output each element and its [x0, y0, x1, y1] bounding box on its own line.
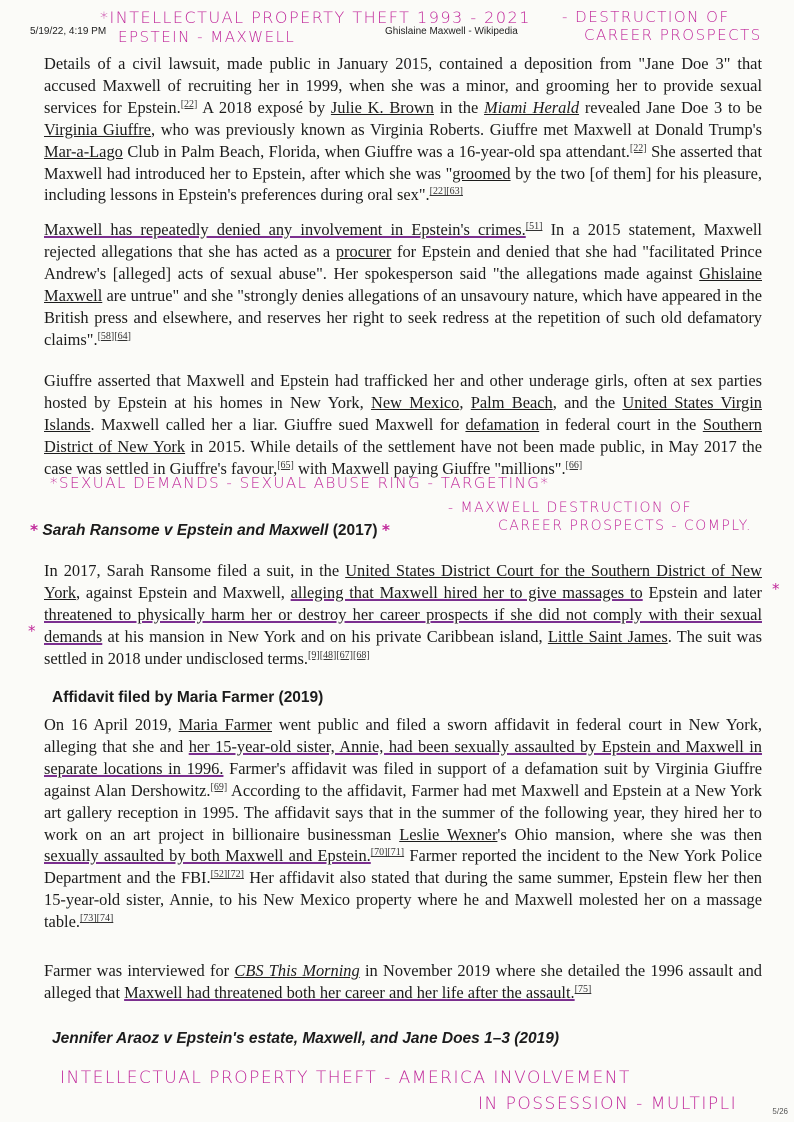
citation-link[interactable]: [73][74]: [79, 913, 114, 925]
handwritten-note-destruction: - DESTRUCTION OF: [562, 8, 730, 26]
star-mark: *: [381, 521, 390, 539]
paragraph-jane-doe-3: Details of a civil lawsuit, made public in January 2015, contained a deposition from "Jane Doe 3" that accused Maxwell of recruiting her in 1999, when she was a minor, and grooming her to provide sexual services for Epstein.[22] A 2018 exposé by Julie K. Brown in the Miami Herald revealed Jane Doe 3 to be Virginia Giuffre, who was previously known as Virginia Roberts. Giuffre met Maxwell at Donald Trump's Mar-a-Lago Club in Palm Beach, Florida, when Giuffre was a 16-year-old spa attendant.[22] She asserted that Maxwell had introduced her to Epstein, after which she was "groomed by the two [of them] for his pleasure, including lessons in Epstein's preferences during oral sex".[22][63]: [44, 54, 762, 205]
link-cbs-this-morning[interactable]: CBS This Morning: [234, 961, 360, 980]
citation-link[interactable]: [65]: [277, 459, 294, 471]
handwritten-note-sexual-demands: *SEXUAL DEMANDS - SEXUAL ABUSE RING - TARGETING*: [50, 474, 550, 492]
handwritten-note-career-prospects: CAREER PROSPECTS: [584, 26, 762, 44]
handwritten-note-possession: IN POSSESSION - MULTIPLI: [478, 1094, 738, 1114]
print-timestamp: 5/19/22, 4:19 PM: [30, 26, 107, 37]
link-miami-herald[interactable]: Miami Herald: [484, 97, 580, 117]
link-virginia-giuffre[interactable]: Virginia Giuffre: [44, 119, 151, 139]
pen-underline-threatened: threatened to physically harm her or destroy her career prospects if she did not comply with their sexual demands: [44, 604, 762, 646]
citation-link[interactable]: [51]: [525, 221, 543, 232]
handwritten-note-career-comply: CAREER PROSPECTS - COMPLY.: [498, 518, 752, 534]
paragraph-maria-farmer: On 16 April 2019, Maria Farmer went public and filed a sworn affidavit in federal court in New York, alleging that she and her 15-year-old sister, Annie, had been sexually assaulted by Epstein and Maxwell in separate locations in 1996. Farmer's affidavit was filed in support of a defamation suit by Virginia Giuffre against Alan Dershowitz.[69] According to the affidavit, Farmer had met Maxwell and Epstein at a New York art gallery reception in 1995. The affidavit says that in the summer of the following year, they hired her to work on an art project in billionaire businessman Leslie Wexner's Ohio mansion, where she was then sexually assaulted by both Maxwell and Epstein.[70][71] Farmer reported the incident to the New York Police Department and the FBI.[52][72] Her affidavit also stated that during the same summer, Epstein flew her then 15-year-old sister, Annie, to his New Mexico property where he and Maxwell molested her on a massage table.[73][74]: [44, 715, 763, 932]
heading-jennifer-araoz: Jennifer Araoz v Epstein's estate, Maxwell, and Jane Does 1–3 (2019): [52, 1030, 560, 1047]
link-little-saint-james[interactable]: Little Saint James: [547, 626, 668, 646]
link-palm-beach[interactable]: Palm Beach: [470, 392, 553, 412]
link-ghislaine-maxwell[interactable]: Ghislaine Maxwell: [44, 263, 762, 305]
link-defamation[interactable]: defamation: [465, 414, 540, 434]
citation-link[interactable]: [75]: [574, 983, 592, 995]
paragraph-giuffre-trafficking: Giuffre asserted that Maxwell and Epstein had trafficked her and other underage girls, often at sex parties hosted by Epstein at his homes in New York, New Mexico, Palm Beach, and the United States Virgin Islands. Maxwell called her a liar. Giuffre sued Maxwell for defamation in federal court in the Southern District of New York in 2015. While details of the settlement have not been made public, in May 2017 the case was settled in Giuffre's favour,[65] with Maxwell paying Giuffre "millions".[66]: [44, 371, 762, 478]
link-us-virgin-islands[interactable]: United States Virgin Islands: [44, 392, 762, 434]
link-julie-k-brown[interactable]: Julie K. Brown: [330, 97, 434, 117]
paragraph-sarah-ransome: In 2017, Sarah Ransome filed a suit, in the United States District Court for the Southern District of New York, against Epstein and Maxwell, alleging that Maxwell hired her to give massages to Epstein and later threatened to physically harm her or destroy her career prospects if she did not comply with their sexual demands at his mansion in New York and on his private Caribbean island, Little Saint James. The suit was settled in 2018 under undisclosed terms.[9][48][67][68]: [44, 561, 763, 668]
link-leslie-wexner[interactable]: Leslie Wexner: [399, 824, 498, 844]
pen-underline-denial: Maxwell has repeatedly denied any involvement in Epstein's crimes.: [44, 220, 526, 239]
handwritten-note-epstein-maxwell: EPSTEIN - MAXWELL: [118, 28, 296, 46]
citation-link[interactable]: [22]: [629, 142, 647, 154]
citation-link[interactable]: [66]: [565, 459, 583, 471]
pen-underline-assaulted: her 15-year-old sister, Annie, had been sexually assaulted by Epstein and Maxwell in separate locations in 1996.: [44, 736, 763, 778]
citation-link[interactable]: [22][63]: [429, 186, 463, 198]
citation-link[interactable]: [70][71]: [370, 847, 405, 859]
link-mar-a-lago[interactable]: Mar-a-Lago: [44, 141, 123, 161]
citation-link[interactable]: [69]: [210, 781, 228, 793]
citation-link[interactable]: [22]: [180, 98, 198, 110]
citation-link[interactable]: [58][64]: [97, 330, 131, 342]
link-us-district-court[interactable]: United States District Court for the Southern District of New York: [44, 561, 762, 602]
paragraph-cbs-interview: Farmer was interviewed for CBS This Morning in November 2019 where she detailed the 1996 assault and alleged that Maxwell had threatened both her career and her life after the assault.[75]: [44, 961, 762, 1002]
print-page-title: Ghislaine Maxwell - Wikipedia: [385, 26, 518, 37]
pen-underline-hired: alleging that Maxwell hired her to give massages to: [290, 582, 643, 602]
handwritten-note-ip-theft: *INTELLECTUAL PROPERTY THEFT 1993 - 2021: [100, 8, 531, 27]
pen-underline-threatened-life: Maxwell had threatened both her career and her life after the assault.: [124, 982, 575, 1002]
citation-link[interactable]: [9][48][67][68]: [308, 649, 370, 661]
heading-sarah-ransome: * Sarah Ransome v Epstein and Maxwell (2017) *: [30, 521, 390, 539]
link-southern-district[interactable]: Southern District of New York: [44, 414, 762, 456]
pen-underline-both: sexually assaulted by both Maxwell and Epstein.: [44, 846, 371, 866]
page-number: 5/26: [772, 1107, 788, 1116]
margin-star-mark: *: [28, 622, 36, 640]
handwritten-note-maxwell-destruction: - MAXWELL DESTRUCTION OF: [448, 500, 692, 516]
star-mark: *: [30, 521, 39, 539]
paragraph-maxwell-denial: Maxwell has repeatedly denied any involvement in Epstein's crimes.[51] In a 2015 statement, Maxwell rejected allegations that she has acted as a procurer for Epstein and denied that she had "facilitated Prince Andrew's [alleged] acts of sexual abuse". Her spokesperson said "the allegations made against Ghislaine Maxwell are untrue" and she "strongly denies allegations of an unsavoury nature, which have appeared in the British press and elsewhere, and reserves her right to seek redress at the repetition of such old defamatory claims".[58][64]: [44, 220, 762, 349]
citation-link[interactable]: [52][72]: [210, 869, 244, 881]
link-groomed[interactable]: groomed: [452, 163, 511, 183]
link-new-mexico[interactable]: New Mexico: [371, 392, 460, 412]
heading-maria-farmer: Affidavit filed by Maria Farmer (2019): [52, 689, 324, 706]
link-maria-farmer[interactable]: Maria Farmer: [178, 715, 272, 734]
margin-star-mark: *: [772, 580, 780, 598]
handwritten-note-america-involvement: INTELLECTUAL PROPERTY THEFT - AMERICA INVOLVEMENT: [60, 1068, 631, 1088]
link-procurer[interactable]: procurer: [335, 241, 392, 261]
